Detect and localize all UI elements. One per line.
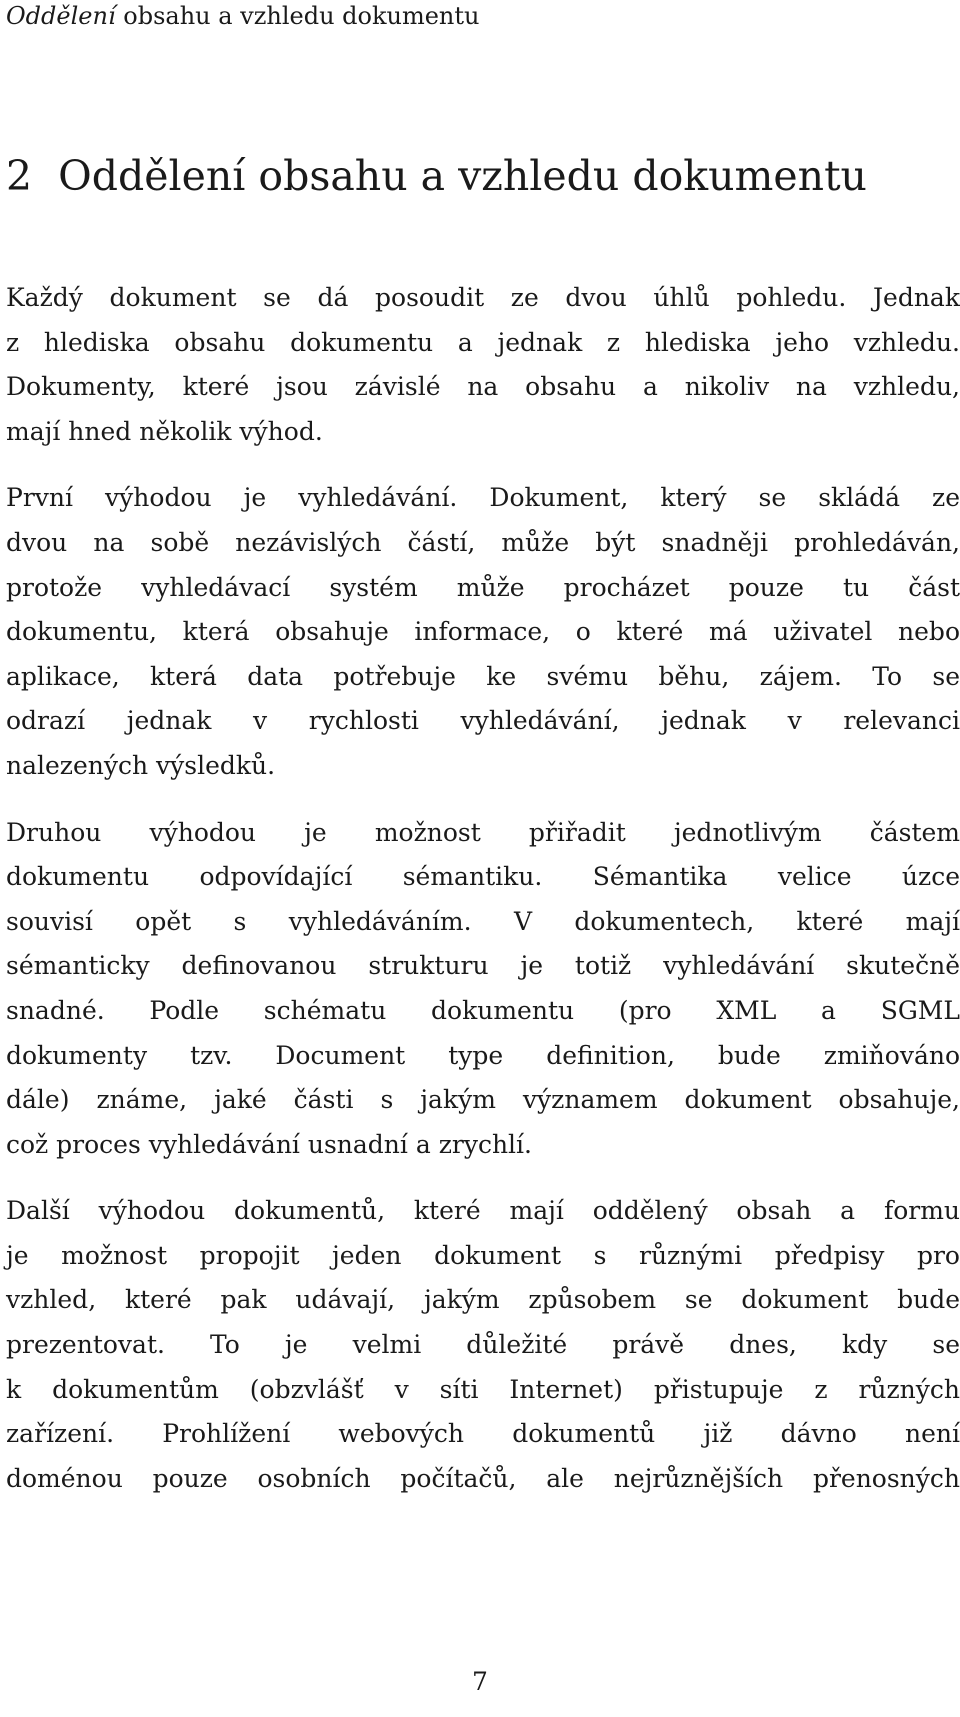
section-number: 2 (6, 152, 33, 200)
paragraph-line: dále) známe, jaké části s jakým významem dokument obsahuje, (6, 1085, 960, 1115)
paragraph-line: dokumentu odpovídající sémantiku. Sémantika velice úzce (6, 862, 960, 892)
section-heading (6, 150, 867, 202)
paragraph-line: souvisí opět s vyhledáváním. V dokumentech, které mají (6, 906, 960, 936)
paragraph-line: nalezených výsledků. (6, 750, 276, 780)
paragraph-line: dokumentu, která obsahuje informace, o které má uživatel nebo (6, 617, 960, 647)
paragraph-line: z hlediska obsahu dokumentu a jednak z hlediska jeho vzhledu. (6, 327, 960, 357)
document-body (6, 276, 960, 1523)
running-header-rest: obsahu a vzhledu dokumentu (115, 2, 480, 30)
paragraph (6, 1189, 960, 1501)
running-header-italic: Oddělení (6, 2, 116, 30)
paragraph-line: vzhled, které pak udávají, jakým způsobem se dokument bude (6, 1285, 960, 1315)
paragraph-line: dvou na sobě nezávislých částí, může být snadněji prohledáván, (6, 527, 960, 557)
paragraph (6, 476, 960, 788)
paragraph (6, 276, 960, 454)
paragraph-line: odrazí jednak v rychlosti vyhledávání, jednak v relevanci (6, 706, 960, 736)
paragraph-line: zařízení. Prohlížení webových dokumentů již dávno není (6, 1419, 960, 1449)
paragraph-line: protože vyhledávací systém může procházet pouze tu část (6, 572, 960, 602)
paragraph-line: dokumenty tzv. Document type definition, bude zmiňováno (6, 1040, 960, 1070)
paragraph-line: Dokumenty, které jsou závislé na obsahu a nikoliv na vzhledu, (6, 372, 960, 402)
page-number: 7 (472, 1667, 488, 1696)
paragraph-line: snadné. Podle schématu dokumentu (pro XML a SGML (6, 995, 960, 1025)
paragraph-line: což proces vyhledávání usnadní a zrychlí. (6, 1129, 532, 1159)
paragraph-line: doménou pouze osobních počítačů, ale nejrůznějších přenosných (6, 1463, 960, 1493)
section-title-text: Oddělení obsahu a vzhledu dokumentu (58, 152, 867, 200)
paragraph-line: je možnost propojit jeden dokument s různými předpisy pro (6, 1240, 960, 1270)
running-header (6, 0, 480, 32)
paragraph-line: Druhou výhodou je možnost přiřadit jednotlivým částem (6, 817, 960, 847)
paragraph-line: Další výhodou dokumentů, které mají oddělený obsah a formu (6, 1196, 960, 1226)
paragraph-line: prezentovat. To je velmi důležité právě dnes, kdy se (6, 1330, 960, 1360)
paragraph (6, 811, 960, 1168)
paragraph-line: sémanticky definovanou strukturu je totiž vyhledávání skutečně (6, 951, 960, 981)
paragraph-line: aplikace, která data potřebuje ke svému běhu, zájem. To se (6, 661, 960, 691)
paragraph-line: První výhodou je vyhledávání. Dokument, který se skládá ze (6, 483, 960, 513)
paragraph-line: k dokumentům (obzvlášť v síti Internet) přistupuje z různých (6, 1374, 960, 1404)
paragraph-line: mají hned několik výhod. (6, 416, 323, 446)
paragraph-line: Každý dokument se dá posoudit ze dvou úhlů pohledu. Jednak (6, 283, 960, 312)
